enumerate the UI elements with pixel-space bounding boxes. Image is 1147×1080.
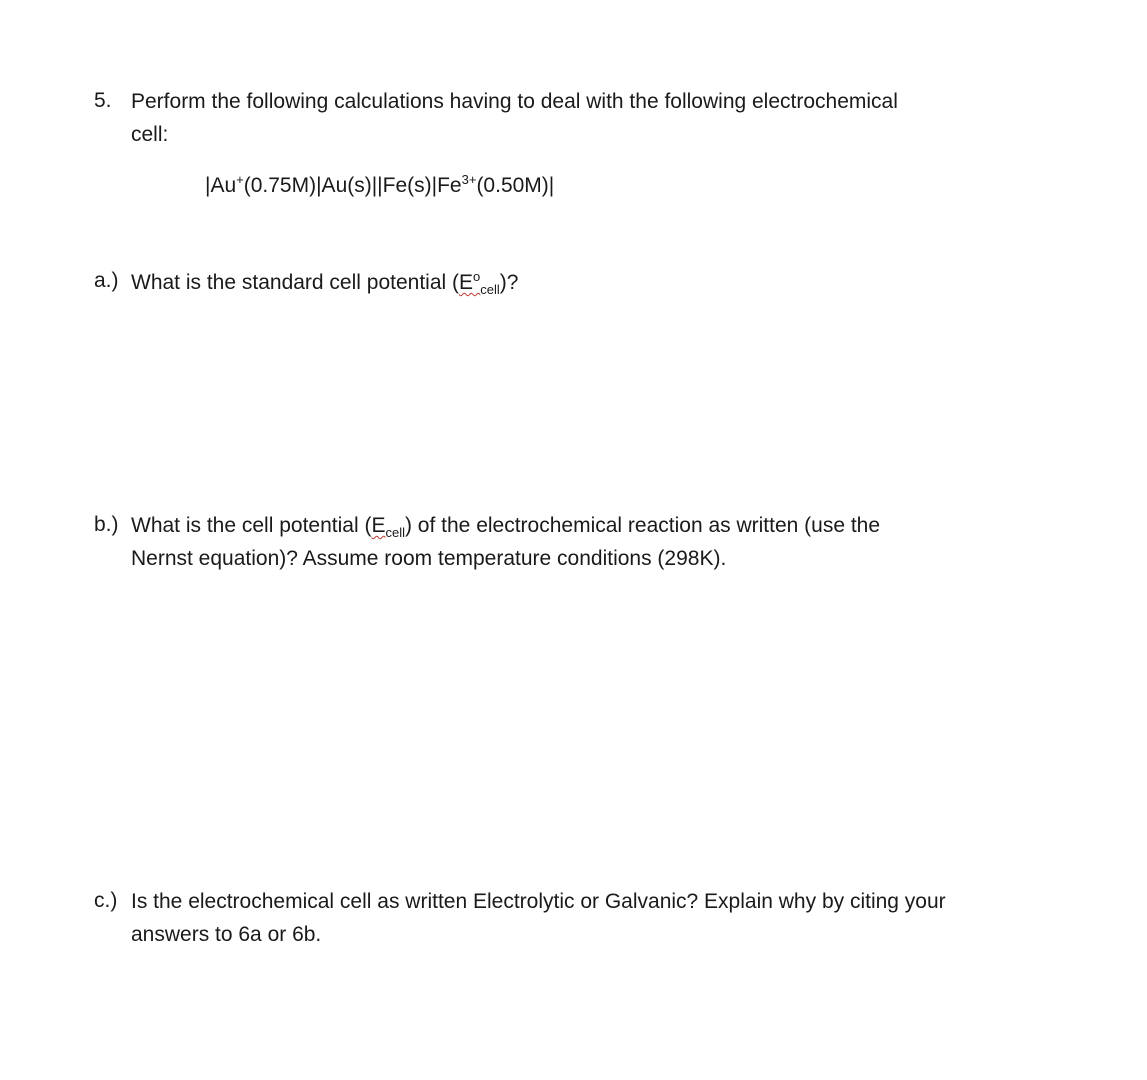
part-b-text-before: What is the cell potential ( [131,514,372,537]
part-a-question [131,269,518,298]
part-b-question-line2: Nernst equation)? Assume room temperature conditions (298K). [131,547,727,570]
symbol-degree: o [473,269,481,284]
cell-notation [205,172,554,198]
question-number: 5. [94,89,112,112]
symbol-e: E [459,271,474,294]
symbol-e: E [371,514,386,537]
symbol-cell-subscript: cell [385,525,405,540]
symbol-cell-subscript: cell [480,282,500,297]
part-a-text-before: What is the standard cell potential ( [131,271,460,294]
cell-potential-symbol [371,514,405,540]
standard-potential-symbol [459,269,500,297]
question-text-line1: Perform the following calculations having to deal with the following electrochemical [131,90,898,113]
part-c-question-line2: answers to 6a or 6b. [131,923,322,946]
cell-notation-part2: (0.75M)|Au(s)||Fe(s)|Fe [243,174,462,197]
part-b-text-after: ) of the electrochemical reaction as written (use the [404,514,881,537]
part-c-label: c.) [94,889,118,912]
cell-notation-charge2: 3+ [461,172,477,187]
part-a-label: a.) [94,269,119,292]
part-a-text-after: )? [499,271,519,294]
part-b-question-line1 [131,513,880,541]
question-text-line2: cell: [131,123,169,146]
cell-notation-part1: |Au [205,174,237,197]
cell-notation-part3: (0.50M)| [476,174,555,197]
part-b-label: b.) [94,513,119,536]
cell-notation-charge1: + [236,172,244,187]
part-c-question-line1: Is the electrochemical cell as written Electrolytic or Galvanic? Explain why by citing your [131,890,946,913]
